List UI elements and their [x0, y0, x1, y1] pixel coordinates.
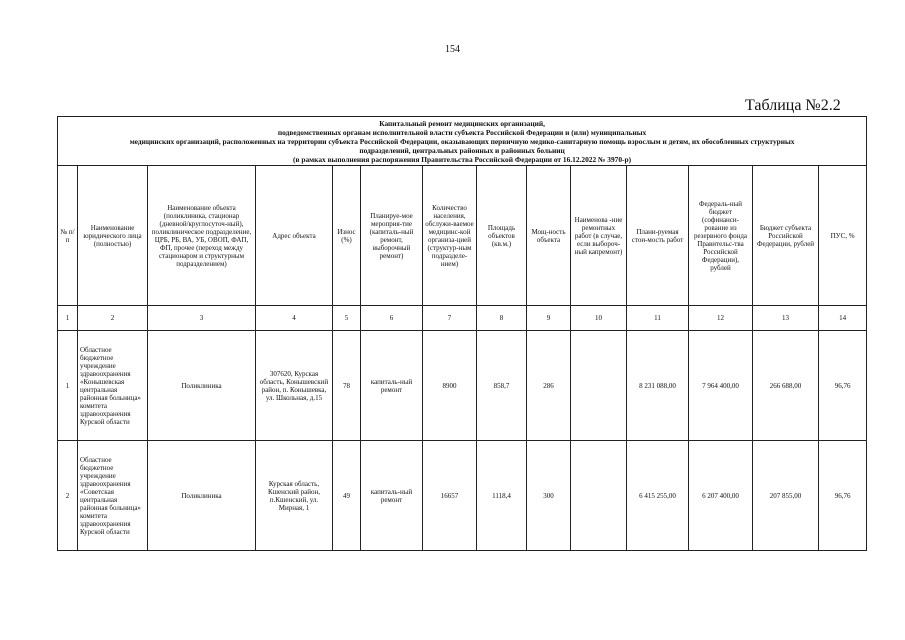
planned-event: капиталь-ный ремонт — [361, 441, 423, 551]
header-cell: Федераль-ный бюджет (софинанси-рование из резервного фонда Правительс-тва Российской Федерации), рублей — [689, 166, 753, 306]
planned-cost: 6 415 255,00 — [627, 441, 689, 551]
object-address: Курская область, Кшенский район, п.Кшенский, ул. Мирная, 1 — [256, 441, 333, 551]
wear-percent: 49 — [333, 441, 361, 551]
column-number: 2 — [78, 306, 148, 331]
header-cell: Бюджет субъекта Российской Федерации, рублей — [753, 166, 819, 306]
pus-percent: 96,76 — [819, 441, 867, 551]
table-row — [58, 441, 867, 551]
column-number: 14 — [819, 306, 867, 331]
caption-line-4: подразделений, центральных районных и районных больниц — [359, 145, 565, 155]
object-capacity: 300 — [527, 441, 571, 551]
pus-percent: 96,76 — [819, 331, 867, 441]
table-caption — [58, 117, 867, 166]
column-number: 6 — [361, 306, 423, 331]
capital-repair-table — [57, 116, 867, 551]
object-address: 307620, Курская область, Конышевский район, п. Конышевка, ул. Школьная, д.15 — [256, 331, 333, 441]
column-number: 11 — [627, 306, 689, 331]
table-label: Таблица №2.2 — [745, 97, 841, 114]
column-number: 10 — [571, 306, 627, 331]
organization-name: Областное бюджетное учреждение здравоохранения «Конышевская центральная районная больница» комитета здравоохранения Курской области — [78, 331, 148, 441]
repair-works — [571, 441, 627, 551]
header-cell: № п/п — [58, 166, 78, 306]
caption-line-1: Капитальный ремонт медицинских организаций, — [379, 118, 545, 128]
header-cell: Наименование объекта (поликлиника, стационар (дневной/круглосуточ-ный), поликлиническое подразделение, ЦРБ, РБ, ВА, УБ, ОВОП, ФАП, ФП, прочее (переход между стационаром и структурным подразделением) — [148, 166, 256, 306]
object-name: Поликлиника — [148, 331, 256, 441]
caption-line-5: (в рамках выполнения распоряжения Правительства Российской Федерации от 16.12.2022 № 3970-р) — [293, 154, 632, 164]
page-number: 154 — [445, 44, 460, 55]
column-number: 4 — [256, 306, 333, 331]
column-number: 8 — [477, 306, 527, 331]
federal-budget: 6 207 400,00 — [689, 441, 753, 551]
object-area: 858,7 — [477, 331, 527, 441]
header-cell: Плани-руемая стои-мость работ — [627, 166, 689, 306]
header-cell: Наименова -ние ремонтных работ (в случае, если выбороч-ный капремонт) — [571, 166, 627, 306]
header-row — [58, 166, 867, 306]
organization-name: Областное бюджетное учреждение здравоохранения «Советская центральная районная больница» комитета здравоохранения Курской области — [78, 441, 148, 551]
column-number: 9 — [527, 306, 571, 331]
column-number: 1 — [58, 306, 78, 331]
header-cell: Площадь объектов (кв.м.) — [477, 166, 527, 306]
planned-event: капиталь-ный ремонт — [361, 331, 423, 441]
repair-works — [571, 331, 627, 441]
federal-budget: 7 964 400,00 — [689, 331, 753, 441]
column-number: 13 — [753, 306, 819, 331]
object-area: 1118,4 — [477, 441, 527, 551]
header-cell: Наименование юридического лица (полностью) — [78, 166, 148, 306]
population-served: 16657 — [423, 441, 477, 551]
caption-line-2: подведомственных органам исполнительной власти субъекта Российской Федерации и (или) муниципальных — [277, 127, 647, 137]
regional-budget: 207 855,00 — [753, 441, 819, 551]
header-cell: Количество населения, обслужи-ваемое медицинс-кой организа-цией (структур-ным подразделе-нием) — [423, 166, 477, 306]
header-cell: Износ (%) — [333, 166, 361, 306]
population-served: 8900 — [423, 331, 477, 441]
row-number: 1 — [58, 331, 78, 441]
wear-percent: 78 — [333, 331, 361, 441]
header-cell: ПУС, % — [819, 166, 867, 306]
caption-line-3: медицинских организаций, расположенных на территории субъекта Российской Федерации, оказывающих первичную медико-санитарную помощь взрослым и детям, их обособленных структурных — [129, 136, 795, 146]
column-number: 3 — [148, 306, 256, 331]
column-number: 5 — [333, 306, 361, 331]
header-cell: Мощ-ность объекта — [527, 166, 571, 306]
column-number: 7 — [423, 306, 477, 331]
header-cell: Адрес объекта — [256, 166, 333, 306]
header-cell: Планируе-мое мероприя-тие (капиталь-ный ремонт, выборочный ремонт) — [361, 166, 423, 306]
planned-cost: 8 231 088,00 — [627, 331, 689, 441]
table-row — [58, 331, 867, 441]
row-number: 2 — [58, 441, 78, 551]
regional-budget: 266 688,00 — [753, 331, 819, 441]
column-number-row — [58, 306, 867, 331]
column-number: 12 — [689, 306, 753, 331]
object-name: Поликлиника — [148, 441, 256, 551]
object-capacity: 286 — [527, 331, 571, 441]
